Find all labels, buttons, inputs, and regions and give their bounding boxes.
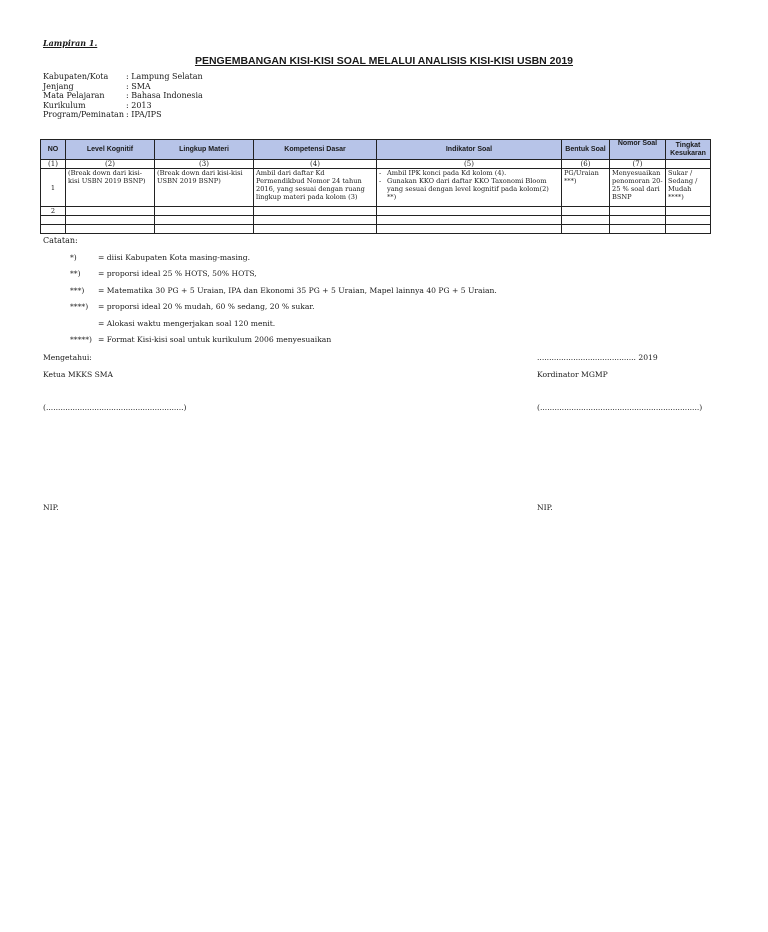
mengetahui-label: Mengetahui:	[43, 353, 92, 362]
row-number: 1	[41, 169, 66, 207]
left-signer-nip: NIP.	[43, 503, 59, 512]
empty-cell	[155, 225, 254, 234]
empty-cell	[254, 216, 377, 225]
header-no: NO	[41, 140, 66, 160]
empty-cell	[610, 207, 666, 216]
cell-lingkup-materi: (Break down dari kisi-kisi USBN 2019 BSNP)	[155, 169, 254, 207]
right-signer-name: (..................................................................)	[537, 403, 703, 412]
indikator-text: Gunakan KKO dari daftar KKO Taxonomi Bloom yang sesuai dengan level kognitif pada kolom(2) **)	[387, 177, 549, 201]
right-signer-role: Kordinator MGMP	[537, 370, 608, 379]
left-signer-name: (.........................................................)	[43, 403, 187, 412]
info-row	[43, 110, 203, 120]
column-number: (3)	[155, 160, 254, 169]
empty-cell	[666, 216, 711, 225]
cell-nomor-soal: Menyesuaikan penomoran 20-25 % soal dari BSNP	[610, 169, 666, 207]
indikator-text: Ambil IPK konci pada Kd kolom (4).	[387, 169, 507, 177]
column-number-row	[41, 160, 711, 169]
header-indikator-soal: Indikator Soal	[377, 140, 562, 160]
empty-cell	[377, 207, 562, 216]
bullet: -	[379, 177, 382, 185]
info-label: Program/Peminatan	[43, 110, 124, 120]
table-row	[41, 216, 711, 225]
info-value: : IPA/IPS	[126, 110, 162, 120]
bullet: -	[379, 169, 382, 177]
info-value: : Lampung Selatan	[126, 72, 203, 81]
column-number: (4)	[254, 160, 377, 169]
empty-cell	[155, 216, 254, 225]
info-label: Jenjang	[43, 81, 74, 91]
empty-cell	[66, 216, 155, 225]
document-title: PENGEMBANGAN KISI-KISI SOAL MELALUI ANALISIS KISI-KISI USBN 2019	[194, 55, 574, 67]
catatan-label: Catatan:	[43, 236, 78, 245]
header-tingkat-kesukaran: Tingkat Kesukaran	[666, 140, 711, 160]
cell-level-kognitif: (Break down dari kisi-kisi USBN 2019 BSNP)	[66, 169, 155, 207]
lampiran-label: Lampiran 1.	[43, 38, 98, 48]
date-line: ......................................... 2019	[537, 353, 658, 362]
empty-cell	[254, 207, 377, 216]
note-text: = proporsi ideal 25 % HOTS, 50% HOTS,	[98, 269, 257, 278]
cell-kompetensi-dasar: Ambil dari daftar Kd Permendikbud Nomor 24 tahun 2016, yang sesuai dengan ruang lingkup materi pada kolom (3)	[254, 169, 377, 207]
header-lingkup-materi: Lingkup Materi	[155, 140, 254, 160]
empty-cell	[66, 207, 155, 216]
note-key: **)	[70, 269, 81, 278]
info-value: : Bahasa Indonesia	[126, 91, 203, 101]
header-kompetensi-dasar: Kompetensi Dasar	[254, 140, 377, 160]
cell-indikator-soal	[377, 169, 562, 207]
empty-cell	[377, 225, 562, 234]
column-number: (5)	[377, 160, 562, 169]
info-value: : 2013	[126, 100, 152, 110]
note-key: *)	[70, 253, 77, 262]
note-key: ***)	[70, 286, 85, 295]
empty-cell	[666, 207, 711, 216]
empty-cell	[254, 225, 377, 234]
note-text: = Alokasi waktu mengerjakan soal 120 menit.	[98, 319, 276, 328]
empty-cell	[41, 225, 66, 234]
cell-tingkat-kesukaran: Sukar / Sedang / Mudah ****)	[666, 169, 711, 207]
empty-cell	[66, 225, 155, 234]
table-header-row	[41, 140, 711, 160]
info-row	[43, 82, 203, 92]
info-row	[43, 101, 203, 111]
note-text: = Format Kisi-kisi soal untuk kurikulum 2006 menyesuaikan	[98, 335, 332, 344]
info-row	[43, 72, 203, 82]
note-text: = Matematika 30 PG + 5 Uraian, IPA dan Ekonomi 35 PG + 5 Uraian, Mapel lainnya 40 PG + 5 Uraian.	[98, 286, 497, 295]
info-label: Kabupaten/Kota	[43, 72, 109, 81]
empty-cell	[155, 207, 254, 216]
table-row	[41, 225, 711, 234]
left-signer-role: Ketua MKKS SMA	[43, 370, 114, 379]
indikator-item	[379, 169, 559, 177]
empty-cell	[562, 216, 610, 225]
empty-cell	[610, 225, 666, 234]
empty-cell	[562, 225, 610, 234]
note-text: = diisi Kabupaten Kota masing-masing.	[98, 253, 251, 262]
empty-cell	[377, 216, 562, 225]
header-bentuk-soal: Bentuk Soal	[562, 140, 610, 160]
empty-cell	[562, 207, 610, 216]
note-text: = proporsi ideal 20 % mudah, 60 % sedang, 20 % sukar.	[98, 302, 315, 311]
note-key: *****)	[70, 335, 92, 344]
row-number: 2	[41, 207, 66, 216]
right-signer-nip: NIP.	[537, 503, 553, 512]
info-block	[43, 72, 203, 120]
info-value: : SMA	[126, 81, 151, 91]
info-label: Mata Pelajaran	[43, 91, 105, 101]
header-level-kognitif: Level Kognitif	[66, 140, 155, 160]
column-number: (6)	[562, 160, 610, 169]
cell-bentuk-soal: PG/Uraian ***)	[562, 169, 610, 207]
column-number: (2)	[66, 160, 155, 169]
column-number: (1)	[41, 160, 66, 169]
indikator-item	[379, 177, 559, 201]
info-row	[43, 91, 203, 101]
column-number: (7)	[610, 160, 666, 169]
header-nomor-soal: Nomor Soal	[610, 140, 666, 160]
table-row	[41, 207, 711, 216]
empty-cell	[41, 216, 66, 225]
kisi-kisi-table	[40, 139, 711, 234]
empty-cell	[666, 225, 711, 234]
info-label: Kurikulum	[43, 100, 86, 110]
table-row	[41, 169, 711, 207]
empty-cell	[610, 216, 666, 225]
column-number	[666, 160, 711, 169]
note-key: ****)	[70, 302, 89, 311]
